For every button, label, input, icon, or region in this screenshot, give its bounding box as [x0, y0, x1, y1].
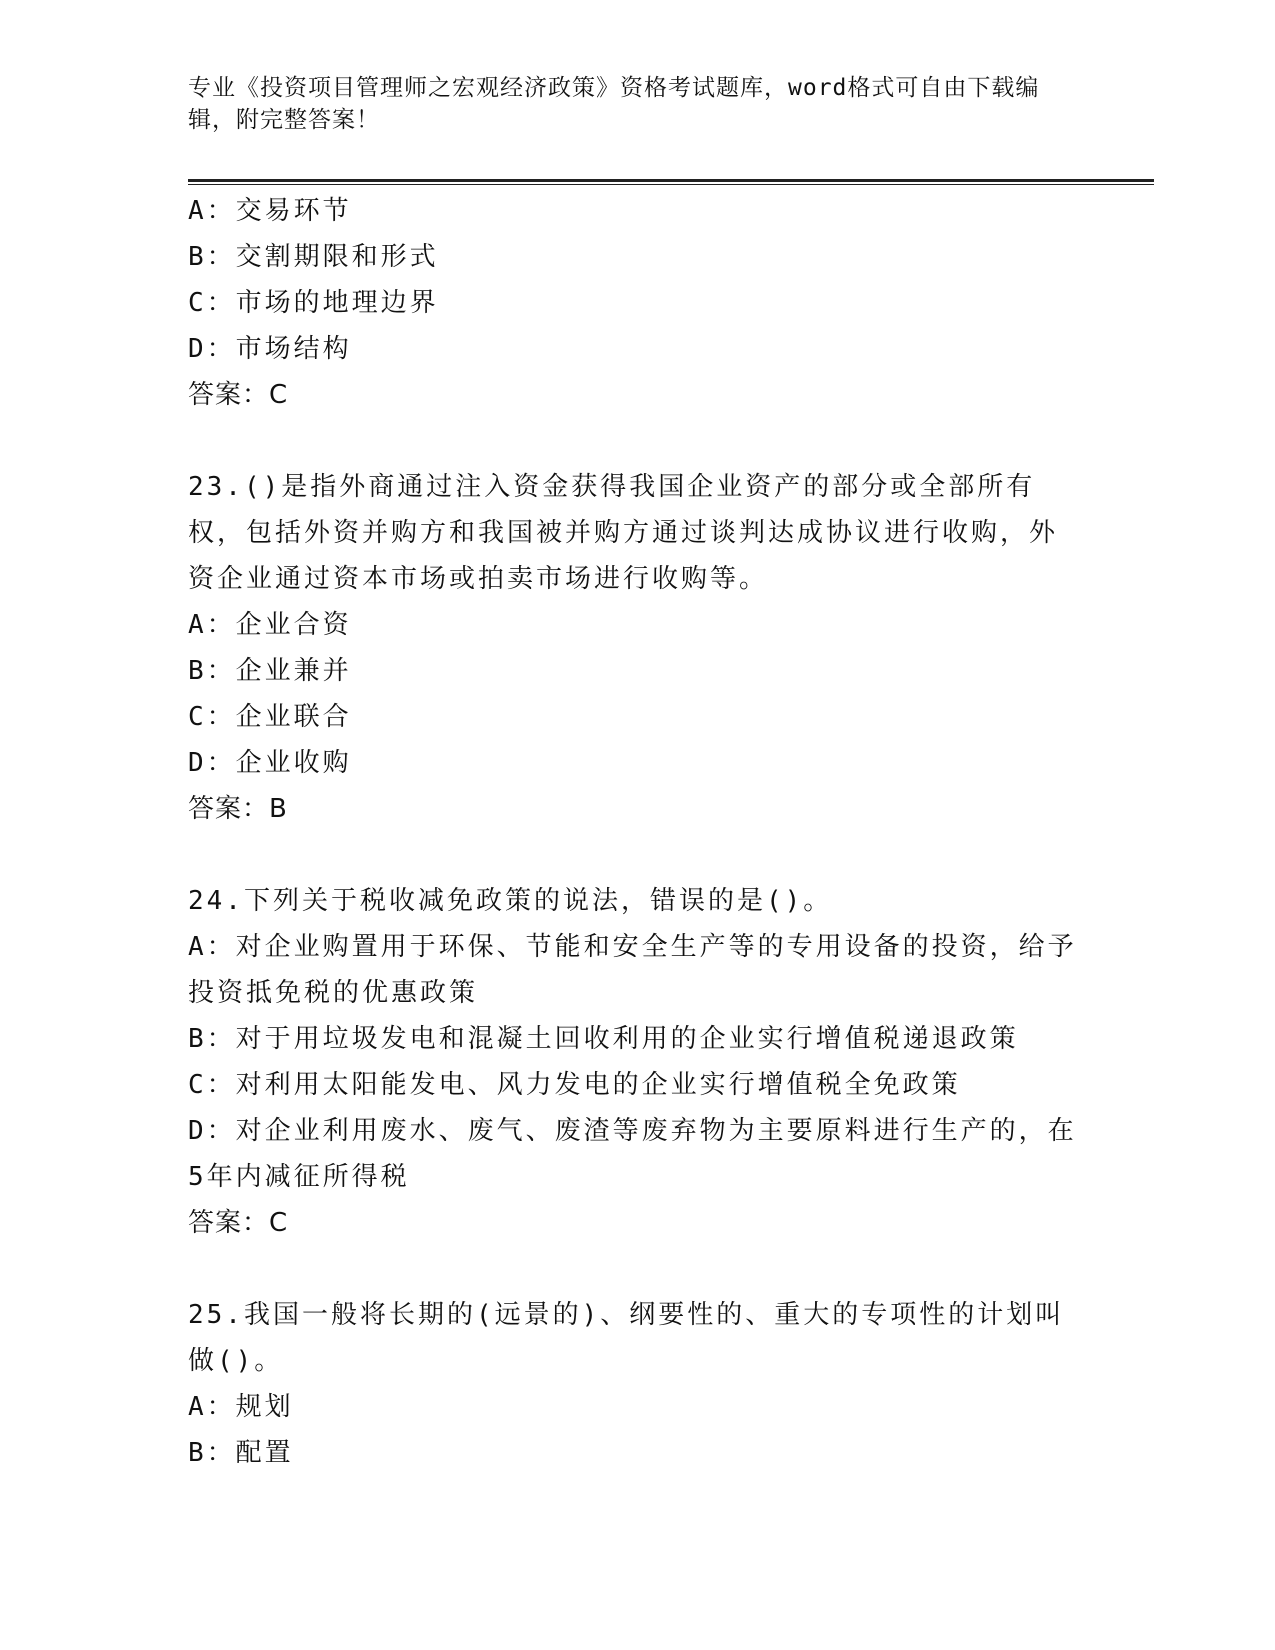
- option-b: B：配置: [188, 1438, 294, 1468]
- answer-line: 答案：C: [188, 1208, 289, 1238]
- question-stem: 23.()是指外商通过注入资金获得我国企业资产的部分或全部所有权，包括外资并购方和我国被并购方通过谈判达成协议进行收购，外资企业通过资本市场或拍卖市场进行收购等。: [188, 472, 1059, 594]
- answer-line: 答案：B: [188, 794, 288, 824]
- option-a: A：企业合资: [188, 610, 352, 640]
- question-stem: 25.我国一般将长期的(远景的)、纲要性的、重大的专项性的计划叫做()。: [188, 1300, 1065, 1376]
- option-a: A：对企业购置用于环保、节能和安全生产等的专用设备的投资，给予投资抵免税的优惠政策: [188, 932, 1077, 1008]
- spacer: [188, 418, 1078, 464]
- option-a: A：交易环节: [188, 196, 352, 226]
- option-c: C：企业联合: [188, 702, 352, 732]
- header-divider-thick: [188, 179, 1154, 182]
- question-block-22: [188, 188, 1078, 418]
- spacer: [188, 832, 1078, 878]
- option-a: A：规划: [188, 1392, 294, 1422]
- option-b: B：对于用垃圾发电和混凝土回收利用的企业实行增值税递退政策: [188, 1024, 1019, 1054]
- option-c: C：市场的地理边界: [188, 288, 439, 318]
- spacer: [188, 1246, 1078, 1292]
- question-block-24: [188, 878, 1078, 1246]
- question-list: [188, 188, 1078, 1476]
- option-b: B：交割期限和形式: [188, 242, 439, 272]
- option-c: C：对利用太阳能发电、风力发电的企业实行增值税全免政策: [188, 1070, 961, 1100]
- option-d: D：企业收购: [188, 748, 352, 778]
- answer-line: 答案：C: [188, 380, 289, 410]
- option-d: D：对企业利用废水、废气、废渣等废弃物为主要原料进行生产的，在5年内减征所得税: [188, 1116, 1077, 1192]
- question-block-23: [188, 464, 1078, 832]
- header-divider-thin: [188, 184, 1154, 185]
- document-header: 专业《投资项目管理师之宏观经济政策》资格考试题库，word格式可自由下载编辑，附完整答案！: [188, 75, 1040, 133]
- option-d: D：市场结构: [188, 334, 352, 364]
- question-stem: 24.下列关于税收减免政策的说法，错误的是()。: [188, 886, 833, 916]
- option-b: B：企业兼并: [188, 656, 352, 686]
- question-block-25: [188, 1292, 1078, 1476]
